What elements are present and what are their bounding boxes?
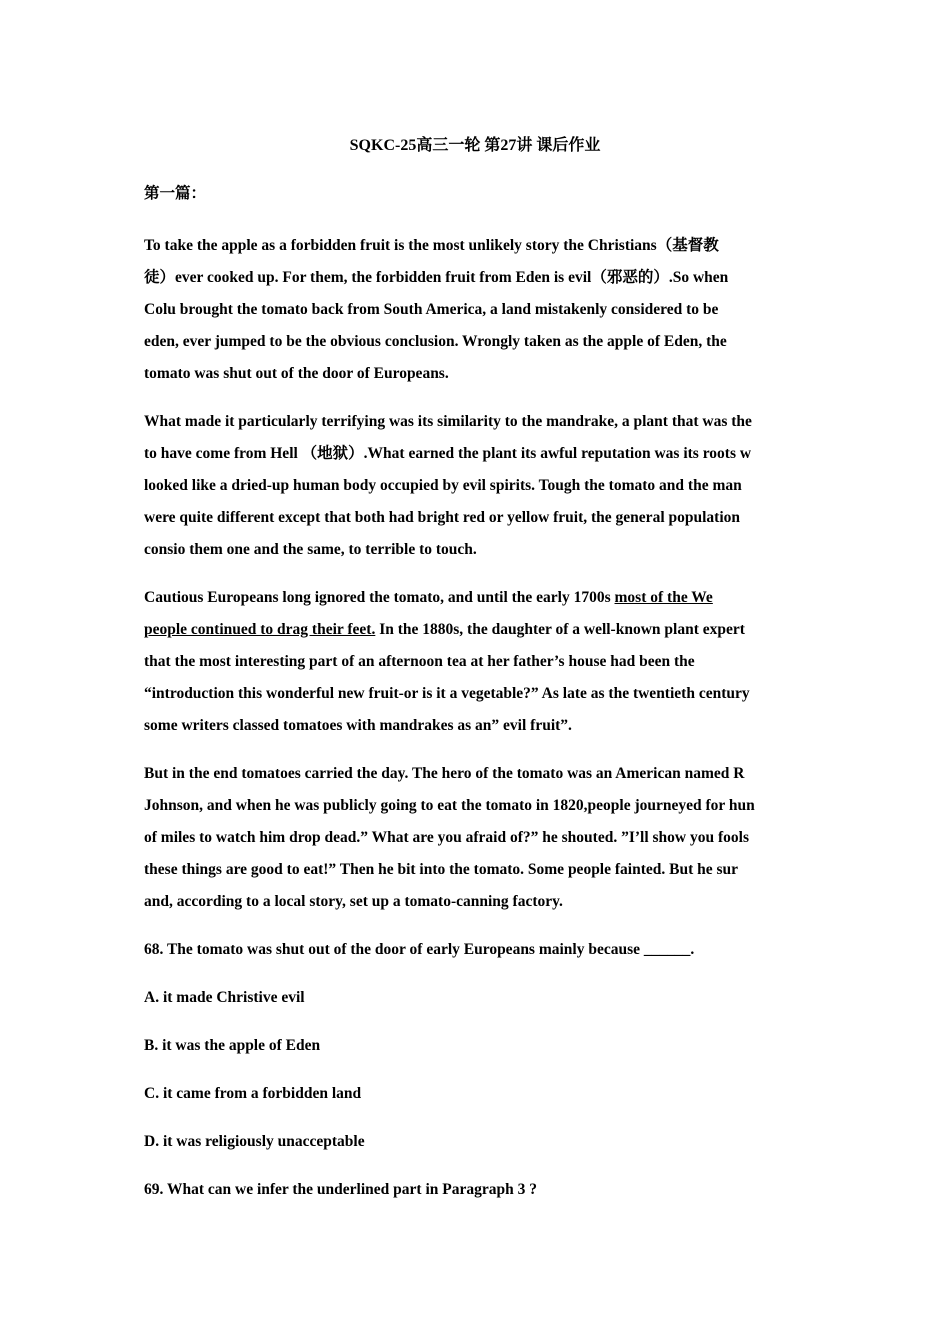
paragraph-line: eden, ever jumped to be the obvious conclusion. Wrongly taken as the apple of Eden, the [144, 333, 727, 350]
paragraph-line: What made it particularly terrifying was its similarity to the mandrake, a plant that was the [144, 413, 752, 430]
paragraph-line: to have come from Hell （地狱）.What earned the plant its awful reputation was its roots w [144, 445, 752, 462]
question-68-option-a: A. it made Christive evil [144, 989, 305, 1006]
question-68-option-c: C. it came from a forbidden land [144, 1085, 362, 1102]
paragraph-line: 徒）ever cooked up. For them, the forbidden fruit from Eden is evil（邪恶的）.So when [144, 269, 729, 286]
paragraph-1 [144, 230, 824, 390]
paragraph-line: “introduction this wonderful new fruit-or is it a vegetable?” As late as the twentieth century [144, 685, 750, 702]
paragraph-line: some writers classed tomatoes with mandrakes as an” evil fruit”. [144, 717, 572, 734]
paragraph-line: were quite different except that both had bright red or yellow fruit, the general population [144, 509, 741, 526]
paragraph-line: But in the end tomatoes carried the day. The hero of the tomato was an American named R [144, 765, 745, 782]
section-label: 第一篇： [144, 185, 207, 202]
page-title: SQKC-25高三一轮 第27讲 课后作业 [349, 137, 601, 154]
question-68-stem: 68. The tomato was shut out of the door of early Europeans mainly because ______. [144, 941, 695, 958]
underlined-part: most of the We [614, 589, 713, 606]
paragraph-text: In the 1880s, the daughter of a well-known plant expert [375, 621, 745, 638]
paragraph-text: Cautious Europeans long ignored the tomato, and until the early 1700s [144, 589, 615, 606]
underlined-part: people continued to drag their feet. [144, 621, 376, 638]
paragraph-line: consio them one and the same, to terrible to touch. [144, 541, 477, 558]
paragraph-4 [144, 758, 824, 918]
paragraph-line [144, 582, 824, 614]
paragraph-line: tomato was shut out of the door of Europeans. [144, 365, 449, 382]
paragraph-line: these things are good to eat!” Then he bit into the tomato. Some people fainted. But he sur [144, 861, 739, 878]
paragraph-line: Colu brought the tomato back from South America, a land mistakenly considered to be [144, 301, 719, 318]
paragraph-line: of miles to watch him drop dead.” What are you afraid of?” he shouted. ”I’ll show you fools [144, 829, 749, 846]
question-68-option-d: D. it was religiously unacceptable [144, 1133, 365, 1150]
paragraph-line: that the most interesting part of an afternoon tea at her father’s house had been the [144, 653, 695, 670]
paragraph-3 [144, 582, 824, 742]
paragraph-line: To take the apple as a forbidden fruit is the most unlikely story the Christians（基督教 [144, 237, 719, 254]
question-68-option-b: B. it was the apple of Eden [144, 1037, 321, 1054]
paragraph-line: Johnson, and when he was publicly going to eat the tomato in 1820,people journeyed for hun [144, 797, 755, 814]
question-69-stem: 69. What can we infer the underlined part in Paragraph 3 ? [144, 1181, 537, 1198]
paragraph-line: looked like a dried-up human body occupied by evil spirits. Tough the tomato and the man [144, 477, 742, 494]
paragraph-line [144, 614, 824, 646]
paragraph-2 [144, 406, 824, 566]
document-body [144, 182, 824, 1222]
paragraph-line: and, according to a local story, set up a tomato-canning factory. [144, 893, 563, 910]
